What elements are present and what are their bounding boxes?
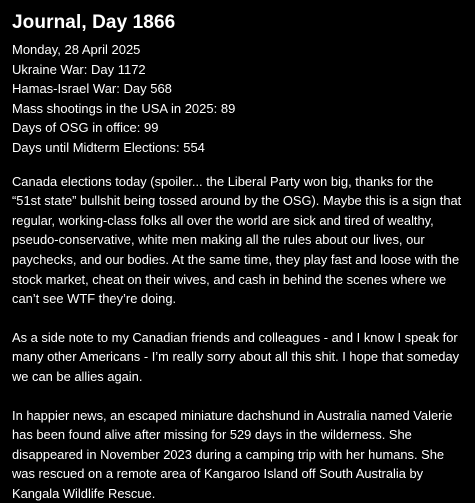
stat-ukraine-war: Ukraine War: Day 1172 [12,60,463,80]
journal-title: Journal, Day 1866 [12,10,463,36]
stat-date: Monday, 28 April 2025 [12,40,463,60]
stat-osg-days: Days of OSG in office: 99 [12,118,463,138]
stat-mass-shootings: Mass shootings in the USA in 2025: 89 [12,99,463,119]
paragraph-canada-elections: Canada elections today (spoiler... the Liberal Party won big, thanks for the “51st state” bullshit being tossed around by the OSG). Maybe this is a sign that regular, working-class folks all over the world are sick and tired of wealthy, pseudo-conservative, white men making all the rules about our lives, our paychecks, and our bodies. At the same time, they play fast and loose with the stock market, cheat on their wives, and cash in behind the scenes where we can’t see WTF they’re doing. [12,172,463,309]
paragraph-dachshund-news: In happier news, an escaped miniature dachshund in Australia named Valerie has been found alive after missing for 529 days in the wilderness. She disappeared in November 2023 during a camping trip with her humans. She was rescued on a remote area of Kangaroo Island off South Australia by Kangala Wildlife Rescue. [12,406,463,503]
stat-hamas-israel-war: Hamas-Israel War: Day 568 [12,79,463,99]
stats-list [12,40,463,158]
stat-midterm-countdown: Days until Midterm Elections: 554 [12,138,463,158]
paragraph-side-note: As a side note to my Canadian friends and colleagues - and I know I speak for many other Americans - I’m really sorry about all this shit. I hope that someday we can be allies again. [12,328,463,387]
